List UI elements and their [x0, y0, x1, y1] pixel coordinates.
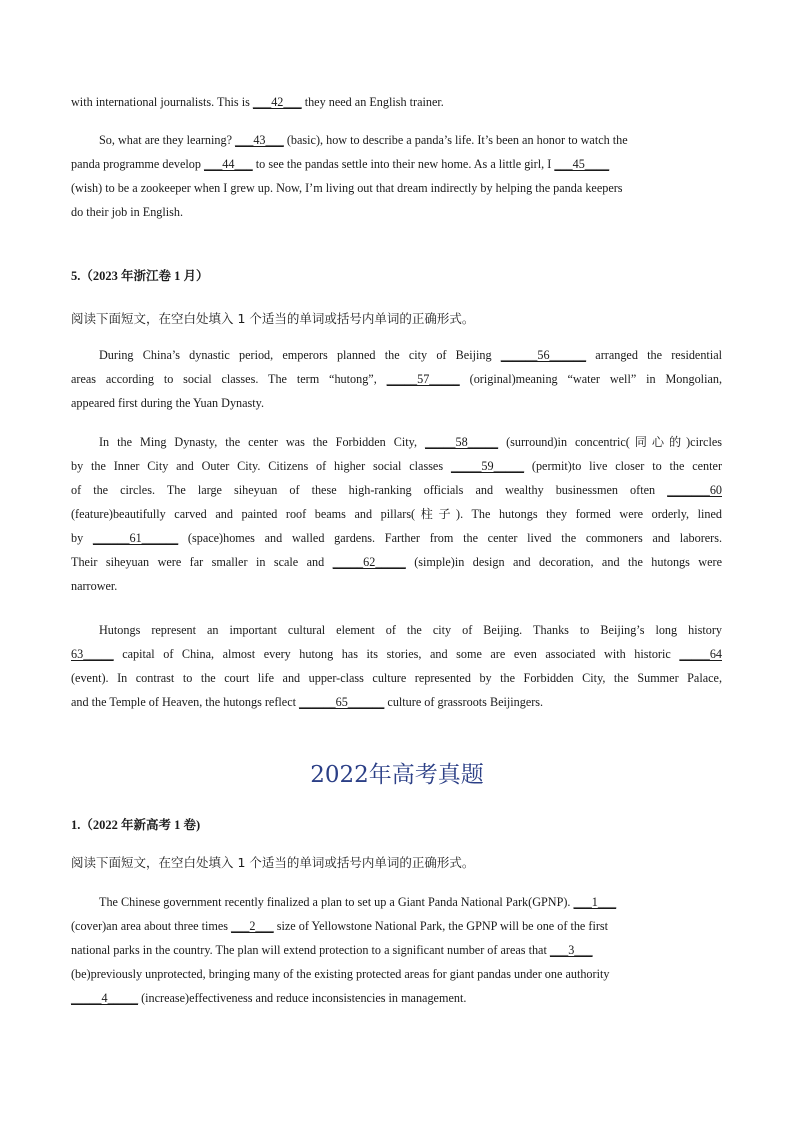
blank-2[interactable]: ___2___ [231, 919, 274, 933]
blank-43[interactable]: ___43___ [235, 133, 284, 147]
text-line: The Chinese government recently finalized a plan to set up a Giant Panda National Park(GPNP). ___1___ [99, 895, 617, 909]
q1-paragraph-1 [71, 890, 722, 1010]
text-line: 63_____ capital of China, almost every hutong has its stories, and some are even associated with historic _____64 [71, 647, 722, 661]
text-line: So, what are they learning? ___43___ (basic), how to describe a panda’s life. It’s been an honor to watch the [99, 133, 628, 147]
blank-61[interactable]: ______61______ [92, 531, 179, 545]
question-5-heading: 5.（2023 年浙江卷 1 月） [71, 269, 209, 283]
blank-44[interactable]: ___44___ [204, 157, 253, 171]
blank-64[interactable]: _____64 [679, 647, 722, 661]
question-1-instruction: 阅读下面短文，在空白处填入 1 个适当的单词或括号内单词的正确形式。 [71, 855, 475, 870]
blank-63[interactable]: 63_____ [71, 647, 114, 661]
blank-45[interactable]: ___45____ [554, 157, 610, 171]
text-line: areas according to social classes. The term “hutong”, _____57_____ (original)meaning “water well” in Mongolian, [71, 372, 722, 386]
text-line: do their job in English. [71, 205, 184, 219]
text-line: (feature)beautifully carved and painted roof beams and pillars(柱子). The hutongs they formed were orderly, lined [71, 507, 722, 521]
blank-42[interactable]: ___42___ [252, 95, 302, 109]
blank-59[interactable]: _____59_____ [450, 459, 525, 473]
text-line: with international journalists. This is ___42___ they need an English trainer. [71, 95, 444, 109]
paragraph-top [71, 90, 722, 114]
text-line: of the circles. The large siheyuan of these high-ranking officials and wealthy businessmen often _______60 [71, 483, 722, 497]
blank-57[interactable]: _____57_____ [386, 372, 460, 386]
blank-60[interactable]: _______60 [667, 483, 722, 497]
paragraph-learning [71, 128, 722, 224]
text-line: During China’s dynastic period, emperors planned the city of Beijing ______56______ arranged the residential [99, 348, 722, 362]
text-line: national parks in the country. The plan will extend protection to a significant number of areas that ___3___ [71, 943, 593, 957]
blank-58[interactable]: _____58_____ [425, 435, 499, 449]
text-line: _____4_____ (increase)effectiveness and reduce inconsistencies in management. [71, 991, 467, 1005]
text-line: by the Inner City and Outer City. Citizens of higher social classes _____59_____ (permit)to live closer to the center [71, 459, 723, 473]
text-line: In the Ming Dynasty, the center was the Forbidden City, _____58_____ (surround)in concentric(同心的)circles [99, 435, 722, 449]
text-line: Their siheyuan were far smaller in scale and _____62_____ (simple)in design and decoration, and the hutongs were [71, 555, 722, 569]
section-title: 2022年高考真题 [310, 762, 484, 788]
blank-65[interactable]: ______65______ [299, 695, 385, 709]
q5-paragraph-2 [71, 430, 722, 598]
question-1-heading: 1.（2022 年新高考 1 卷) [71, 818, 201, 832]
blank-1[interactable]: ___1___ [573, 895, 617, 909]
blank-56[interactable]: ______56______ [500, 348, 587, 362]
text-line: Hutongs represent an important cultural element of the city of Beijing. Thanks to Beijing’s long history [99, 623, 722, 637]
text-line: and the Temple of Heaven, the hutongs reflect ______65______ culture of grassroots Beijingers. [71, 695, 544, 709]
q5-paragraph-1 [71, 343, 722, 415]
blank-62[interactable]: _____62_____ [332, 555, 406, 569]
text-line: panda programme develop ___44___ to see the pandas settle into their new home. As a little girl, I ___45____ [71, 157, 610, 171]
text-line: (cover)an area about three times ___2___ size of Yellowstone National Park, the GPNP will be one of the first [71, 919, 609, 933]
text-line: (be)previously unprotected, bringing many of the existing protected areas for giant pandas under one authority [71, 967, 610, 981]
blank-4[interactable]: _____4_____ [71, 991, 139, 1005]
text-line: appeared first during the Yuan Dynasty. [71, 396, 265, 410]
text-line: by ______61______ (space)homes and walled gardens. Farther from the center lived the commoners and laborers. [71, 531, 723, 545]
question-5-instruction: 阅读下面短文，在空白处填入 1 个适当的单词或括号内单词的正确形式。 [71, 311, 475, 326]
q5-paragraph-3 [71, 618, 722, 714]
text-line: (wish) to be a zookeeper when I grew up. Now, I’m living out that dream indirectly by helping the panda keepers [71, 181, 623, 195]
text-line: narrower. [71, 579, 118, 593]
blank-3[interactable]: ___3___ [549, 943, 593, 957]
text-line: (event). In contrast to the court life and upper-class culture represented by the Forbidden City, the Summer Palace, [71, 671, 722, 685]
